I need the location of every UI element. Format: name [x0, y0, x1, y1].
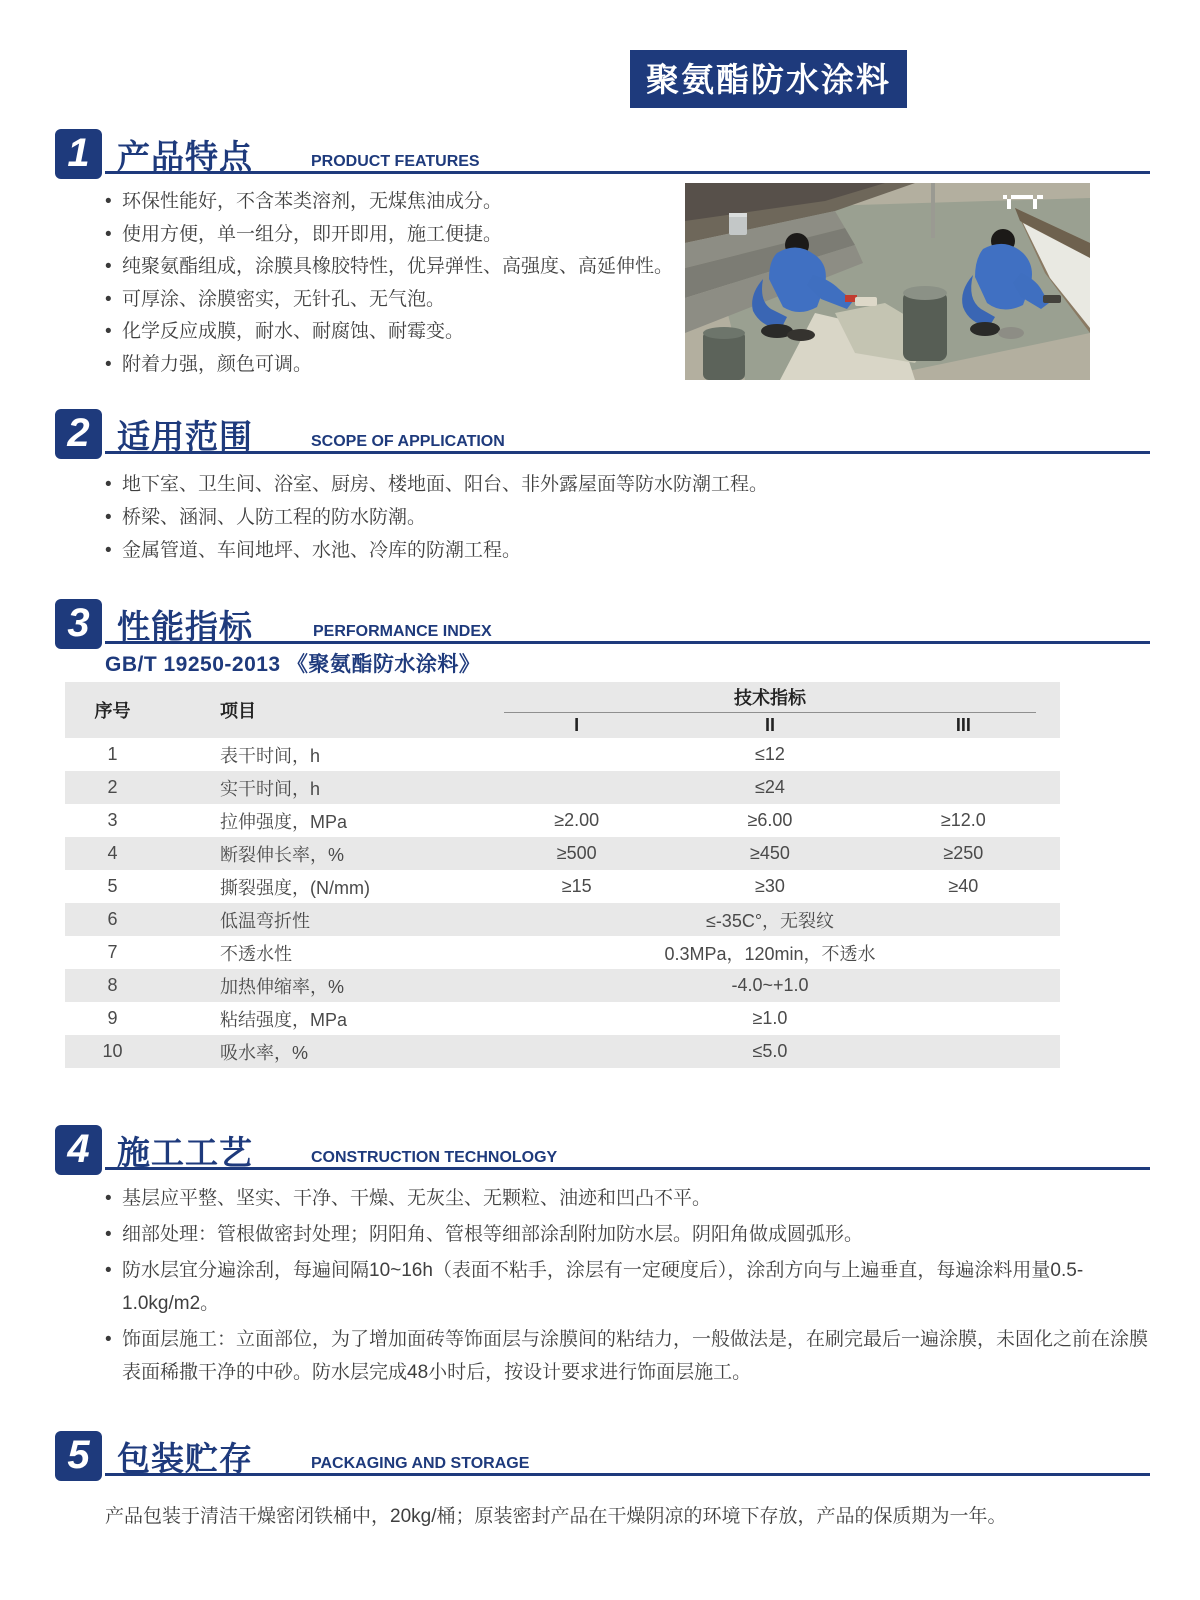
section-rule [105, 1167, 1150, 1170]
section-1-number: 1 [55, 129, 102, 179]
cell-item: 表干时间，h [220, 745, 321, 766]
feature-item: • 化学反应成膜，耐水、耐腐蚀、耐霉变。 [105, 316, 705, 349]
cell-grade-2: ≥450 [750, 843, 790, 863]
col-header-grade-2: II [764, 715, 775, 735]
table-row [65, 771, 1060, 804]
section-3-number: 3 [55, 599, 102, 649]
cell-grade-1: ≥2.00 [554, 810, 600, 830]
feature-item: • 使用方便，单一组分，即开即用，施工便捷。 [105, 219, 705, 252]
section-rule [105, 1473, 1150, 1476]
packaging-text: 产品包装于清洁干燥密闭铁桶中，20kg/桶；原装密封产品在干燥阴凉的环境下存放，产品的保质期为一年。 [105, 1506, 1007, 1527]
construction-item: • 细部处理：管根做密封处理；阴阳角、管根等细部涂刮附加防水层。阴阳角做成圆弧形。 [105, 1218, 1165, 1251]
cell-item: 撕裂强度，(N/mm) [220, 877, 370, 898]
section-3-header [55, 596, 1150, 644]
section-rule [105, 171, 1150, 174]
table-row [65, 903, 1060, 936]
col-header-item: 项目 [220, 701, 256, 721]
col-header-grade-1: I [574, 715, 580, 735]
cell-grade-2: ≤24 [755, 777, 785, 797]
section-1-title: 产品特点 [117, 138, 253, 175]
table-row [65, 804, 1060, 837]
feature-item: • 附着力强，颜色可调。 [105, 349, 705, 382]
cell-grade-2: ≥1.0 [752, 1008, 788, 1028]
col-header-tech: 技术指标 [504, 682, 1036, 713]
cell-grade-2: ≤12 [755, 744, 785, 764]
cell-item: 断裂伸长率，% [220, 844, 345, 865]
section-4-title: 施工工艺 [117, 1134, 253, 1171]
cell-grade-3: ≥40 [948, 876, 979, 896]
cell-grade-2: -4.0~+1.0 [731, 975, 809, 995]
construction-list [105, 1182, 1165, 1392]
section-5-subtitle: PACKAGING AND STORAGE [311, 1455, 530, 1472]
feature-item: • 环保性能好，不含苯类溶剂，无煤焦油成分。 [105, 186, 705, 219]
cell-no: 7 [107, 942, 118, 962]
cell-item: 吸水率，% [220, 1042, 309, 1063]
section-rule [105, 451, 1150, 454]
section-2-title: 适用范围 [117, 418, 253, 455]
application-item: • 地下室、卫生间、浴室、厨房、楼地面、阳台、非外露屋面等防水防潮工程。 [105, 468, 1005, 501]
section-4-number: 4 [55, 1125, 102, 1175]
feature-item: • 纯聚氨酯组成，涂膜具橡胶特性，优异弹性、高强度、高延伸性。 [105, 251, 705, 284]
table-row [65, 936, 1060, 969]
cell-grade-3: ≥250 [943, 843, 984, 863]
section-1-header [55, 126, 1150, 174]
cell-item: 加热伸缩率，% [220, 976, 345, 997]
section-5-number: 5 [55, 1431, 102, 1481]
section-2-subtitle: SCOPE OF APPLICATION [311, 433, 505, 450]
construction-item: • 饰面层施工：立面部位，为了增加面砖等饰面层与涂膜间的粘结力，一般做法是，在刷完最后一遍涂膜，未固化之前在涂膜表面稀撒干净的中砂。防水层完成48小时后，按设计要求进行饰面层施工。 [105, 1323, 1165, 1389]
cell-no: 3 [107, 810, 118, 830]
section-2-header [55, 406, 1150, 454]
table-row [65, 738, 1060, 771]
cell-grade-2: ≤-35C°，无裂纹 [705, 910, 835, 931]
section-1-subtitle: PRODUCT FEATURES [311, 153, 480, 170]
cell-grade-1: ≥500 [556, 843, 597, 863]
feature-item: • 可厚涂、涂膜密实，无针孔、无气泡。 [105, 284, 705, 317]
cell-item: 拉伸强度，MPa [220, 811, 348, 832]
table-header [65, 682, 1060, 738]
table-body [65, 738, 1060, 1068]
table-row [65, 1035, 1060, 1068]
cell-no: 4 [107, 843, 118, 863]
cell-item: 粘结强度，MPa [220, 1009, 348, 1030]
cell-item: 低温弯折性 [220, 910, 310, 931]
cell-no: 5 [107, 876, 118, 896]
cell-grade-2: 0.3MPa，120min，不透水 [664, 943, 876, 964]
application-item: • 桥梁、涵洞、人防工程的防水防潮。 [105, 501, 1005, 534]
col-header-no: 序号 [94, 701, 131, 721]
cell-grade-2: ≥30 [755, 876, 785, 896]
section-rule [105, 641, 1150, 644]
cell-grade-3: ≥12.0 [940, 810, 986, 830]
page-title: 聚氨酯防水涂料 [630, 50, 907, 108]
cell-grade-2: ≥6.00 [747, 810, 793, 830]
table-row [65, 1002, 1060, 1035]
cell-grade-2: ≤5.0 [752, 1041, 788, 1061]
section-4-header [55, 1122, 1150, 1170]
construction-item: • 防水层宜分遍涂刮，每遍间隔10~16h（表面不粘手，涂层有一定硬度后），涂刮方向与上遍垂直，每遍涂料用量0.5-1.0kg/m2。 [105, 1254, 1165, 1320]
section-5-header [55, 1428, 1150, 1476]
col-header-grade-3: III [955, 715, 971, 735]
section-3-subtitle: PERFORMANCE INDEX [313, 623, 492, 640]
cell-item: 不透水性 [220, 943, 292, 964]
cell-no: 9 [107, 1008, 118, 1028]
cell-no: 10 [102, 1041, 123, 1061]
table-row [65, 969, 1060, 1002]
section-3-title: 性能指标 [117, 608, 253, 645]
cell-grade-1: ≥15 [561, 876, 592, 896]
application-item: • 金属管道、车间地坪、水池、冷库的防潮工程。 [105, 534, 1005, 567]
cell-no: 8 [107, 975, 118, 995]
performance-table [65, 682, 1060, 1068]
standard-reference: GB/T 19250-2013 《聚氨酯防水涂料》 [105, 653, 481, 676]
table-row [65, 870, 1060, 903]
feature-list [105, 186, 705, 381]
cell-no: 2 [107, 777, 118, 797]
cell-no: 1 [107, 744, 118, 764]
table-row [65, 837, 1060, 870]
construction-item: • 基层应平整、坚实、干净、干燥、无灰尘、无颗粒、油迹和凹凸不平。 [105, 1182, 1165, 1215]
section-4-subtitle: CONSTRUCTION TECHNOLOGY [311, 1149, 558, 1166]
product-photo [685, 183, 1090, 380]
section-2-number: 2 [55, 409, 102, 459]
application-list [105, 468, 1005, 567]
section-5-title: 包装贮存 [117, 1440, 253, 1477]
cell-item: 实干时间，h [220, 778, 321, 799]
cell-no: 6 [107, 909, 118, 929]
